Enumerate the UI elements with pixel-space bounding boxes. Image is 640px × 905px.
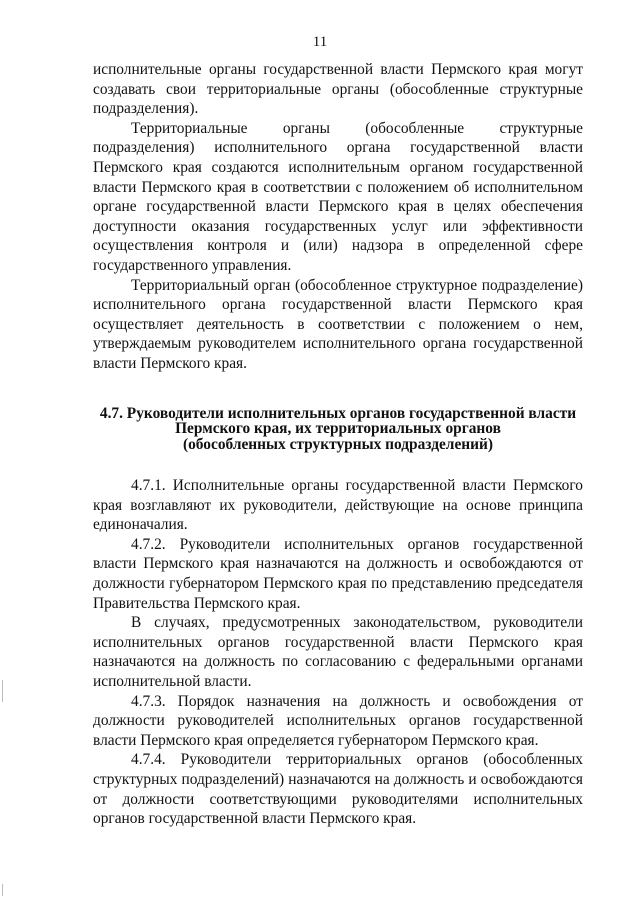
document-body	[93, 60, 583, 829]
section-heading-line-2: Пермского края, их территориальных органов	[175, 420, 501, 437]
scan-margin-mark	[2, 680, 3, 702]
page-number: 11	[312, 34, 328, 50]
scan-margin-mark-bottom	[2, 884, 3, 896]
paragraph-4-7-1: 4.7.1. Исполнительные органы государственной власти Пермского края возглавляют их руководители, действующие на основе принципа единоначалия.	[93, 477, 583, 534]
paragraph-territorial-organs-creation: Территориальные органы (обособленные структурные подразделения) исполнительного органа государственной власти Пермского края создаются исполнительным органом государственной власти Пермского края в соответствии с положением об исполнительном органе государственной власти Пермского края в целях обеспечения доступности оказания государственных услуг или эффективности осуществления контроля и (или) надзора в определенной сфере государственного управления.	[93, 119, 583, 274]
paragraph-4-7-2-exceptions: В случаях, предусмотренных законодательством, руководители исполнительных органов государственной власти Пермского края назначаются на должность по согласованию с федеральными органами исполнительной власти.	[93, 614, 583, 690]
paragraph-4-7-4: 4.7.4. Руководители территориальных органов (обособленных структурных подразделений) назначаются на должность и освобождаются от должности соответствующими руководителями исполнительных органов государственной власти Пермского края.	[93, 751, 583, 828]
paragraph-4-7-2: 4.7.2. Руководители исполнительных органов государственной власти Пермского края назначаются на должность и освобождаются от должности губернатором Пермского края по представлению председателя Правительства Пермского края.	[93, 535, 583, 612]
section-heading-4-7	[93, 406, 583, 453]
paragraph-territorial-organ-activity: Территориальный орган (обособленное структурное подразделение) исполнительного органа государственной власти Пермского края осуществляет деятельность в соответствии с положением о нем, утверждаемым руководителем исполнительного органа государственной власти Пермского края.	[93, 276, 583, 372]
section-heading-line-1: 4.7. Руководители исполнительных органов государственной власти	[99, 404, 577, 422]
paragraph-4-7-3: 4.7.3. Порядок назначения на должность и освобождения от должности руководителей исполнительных органов государственной власти Пермского края определяется губернатором Пермского края.	[93, 692, 583, 749]
section-heading-line-3: (обособленных структурных подразделений)	[182, 435, 494, 453]
paragraph-continuation: исполнительные органы государственной власти Пермского края могут создавать свои территориальные органы (обособленные структурные подразделения).	[93, 61, 583, 118]
